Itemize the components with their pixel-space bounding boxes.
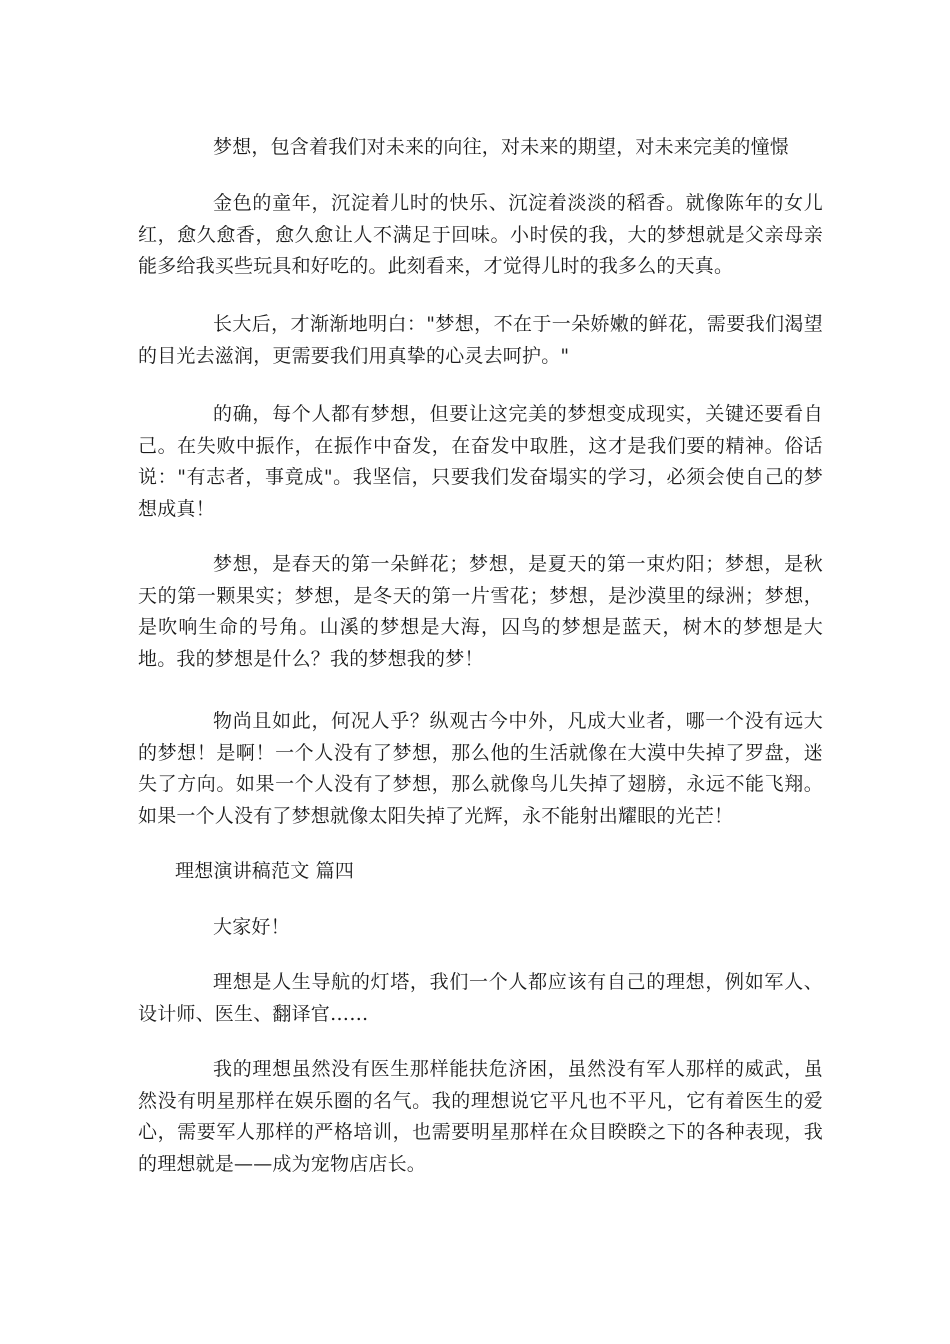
paragraph-2: 金色的童年，沉淀着儿时的快乐、沉淀着淡淡的稻香。就像陈年的女儿红，愈久愈香，愈久愈让人不满足于回味。小时侯的我，大的梦想就是父亲母亲能多给我买些玩具和好吃的。此刻看来，才觉得儿时的我多么的天真。: [138, 192, 823, 277]
paragraph-3: 长大后，才渐渐地明白："梦想，不在于一朵娇嫩的鲜花，需要我们渴望的目光去滋润，更需要我们用真挚的心灵去呵护。": [138, 313, 823, 367]
paragraph-7: 理想是人生导航的灯塔，我们一个人都应该有自己的理想，例如军人、设计师、医生、翻译官……: [138, 971, 823, 1025]
paragraph-8: 我的理想虽然没有医生那样能扶危济困，虽然没有军人那样的威武，虽然没有明星那样在娱乐圈的名气。我的理想说它平凡也不平凡，它有着医生的爱心，需要军人那样的严格培训，也需要明星那样在众目睽睽之下的各种表现，我的理想就是——成为宠物店店长。: [138, 1058, 823, 1175]
paragraph-4: 的确，每个人都有梦想，但要让这完美的梦想变成现实，关键还要看自己。在失败中振作，在振作中奋发，在奋发中取胜，这才是我们要的精神。俗话说："有志者，事竟成"。我坚信，只要我们发奋塌实的学习，必须会使自己的梦想成真！: [138, 403, 823, 520]
greeting-paragraph: 大家好！: [213, 916, 290, 938]
paragraph-5: 梦想，是春天的第一朵鲜花；梦想，是夏天的第一束灼阳；梦想，是秋天的第一颗果实；梦想，是冬天的第一片雪花；梦想，是沙漠里的绿洲；梦想，是吹响生命的号角。山溪的梦想是大海，囚鸟的梦想是蓝天，树木的梦想是大地。我的梦想是什么？我的梦想我的梦！: [138, 553, 823, 670]
paragraph-6: 物尚且如此，何况人乎？纵观古今中外，凡成大业者，哪一个没有远大的梦想！是啊！一个人没有了梦想，那么他的生活就像在大漠中失掉了罗盘，迷失了方向。如果一个人没有了梦想，那么就像鸟儿失掉了翅膀，永远不能飞翔。如果一个人没有了梦想就像太阳失掉了光辉，永不能射出耀眼的光芒！: [138, 710, 823, 827]
section-heading: 理想演讲稿范文 篇四: [175, 860, 355, 882]
paragraph-1: 梦想，包含着我们对未来的向往，对未来的期望，对未来完美的憧憬: [213, 136, 790, 158]
